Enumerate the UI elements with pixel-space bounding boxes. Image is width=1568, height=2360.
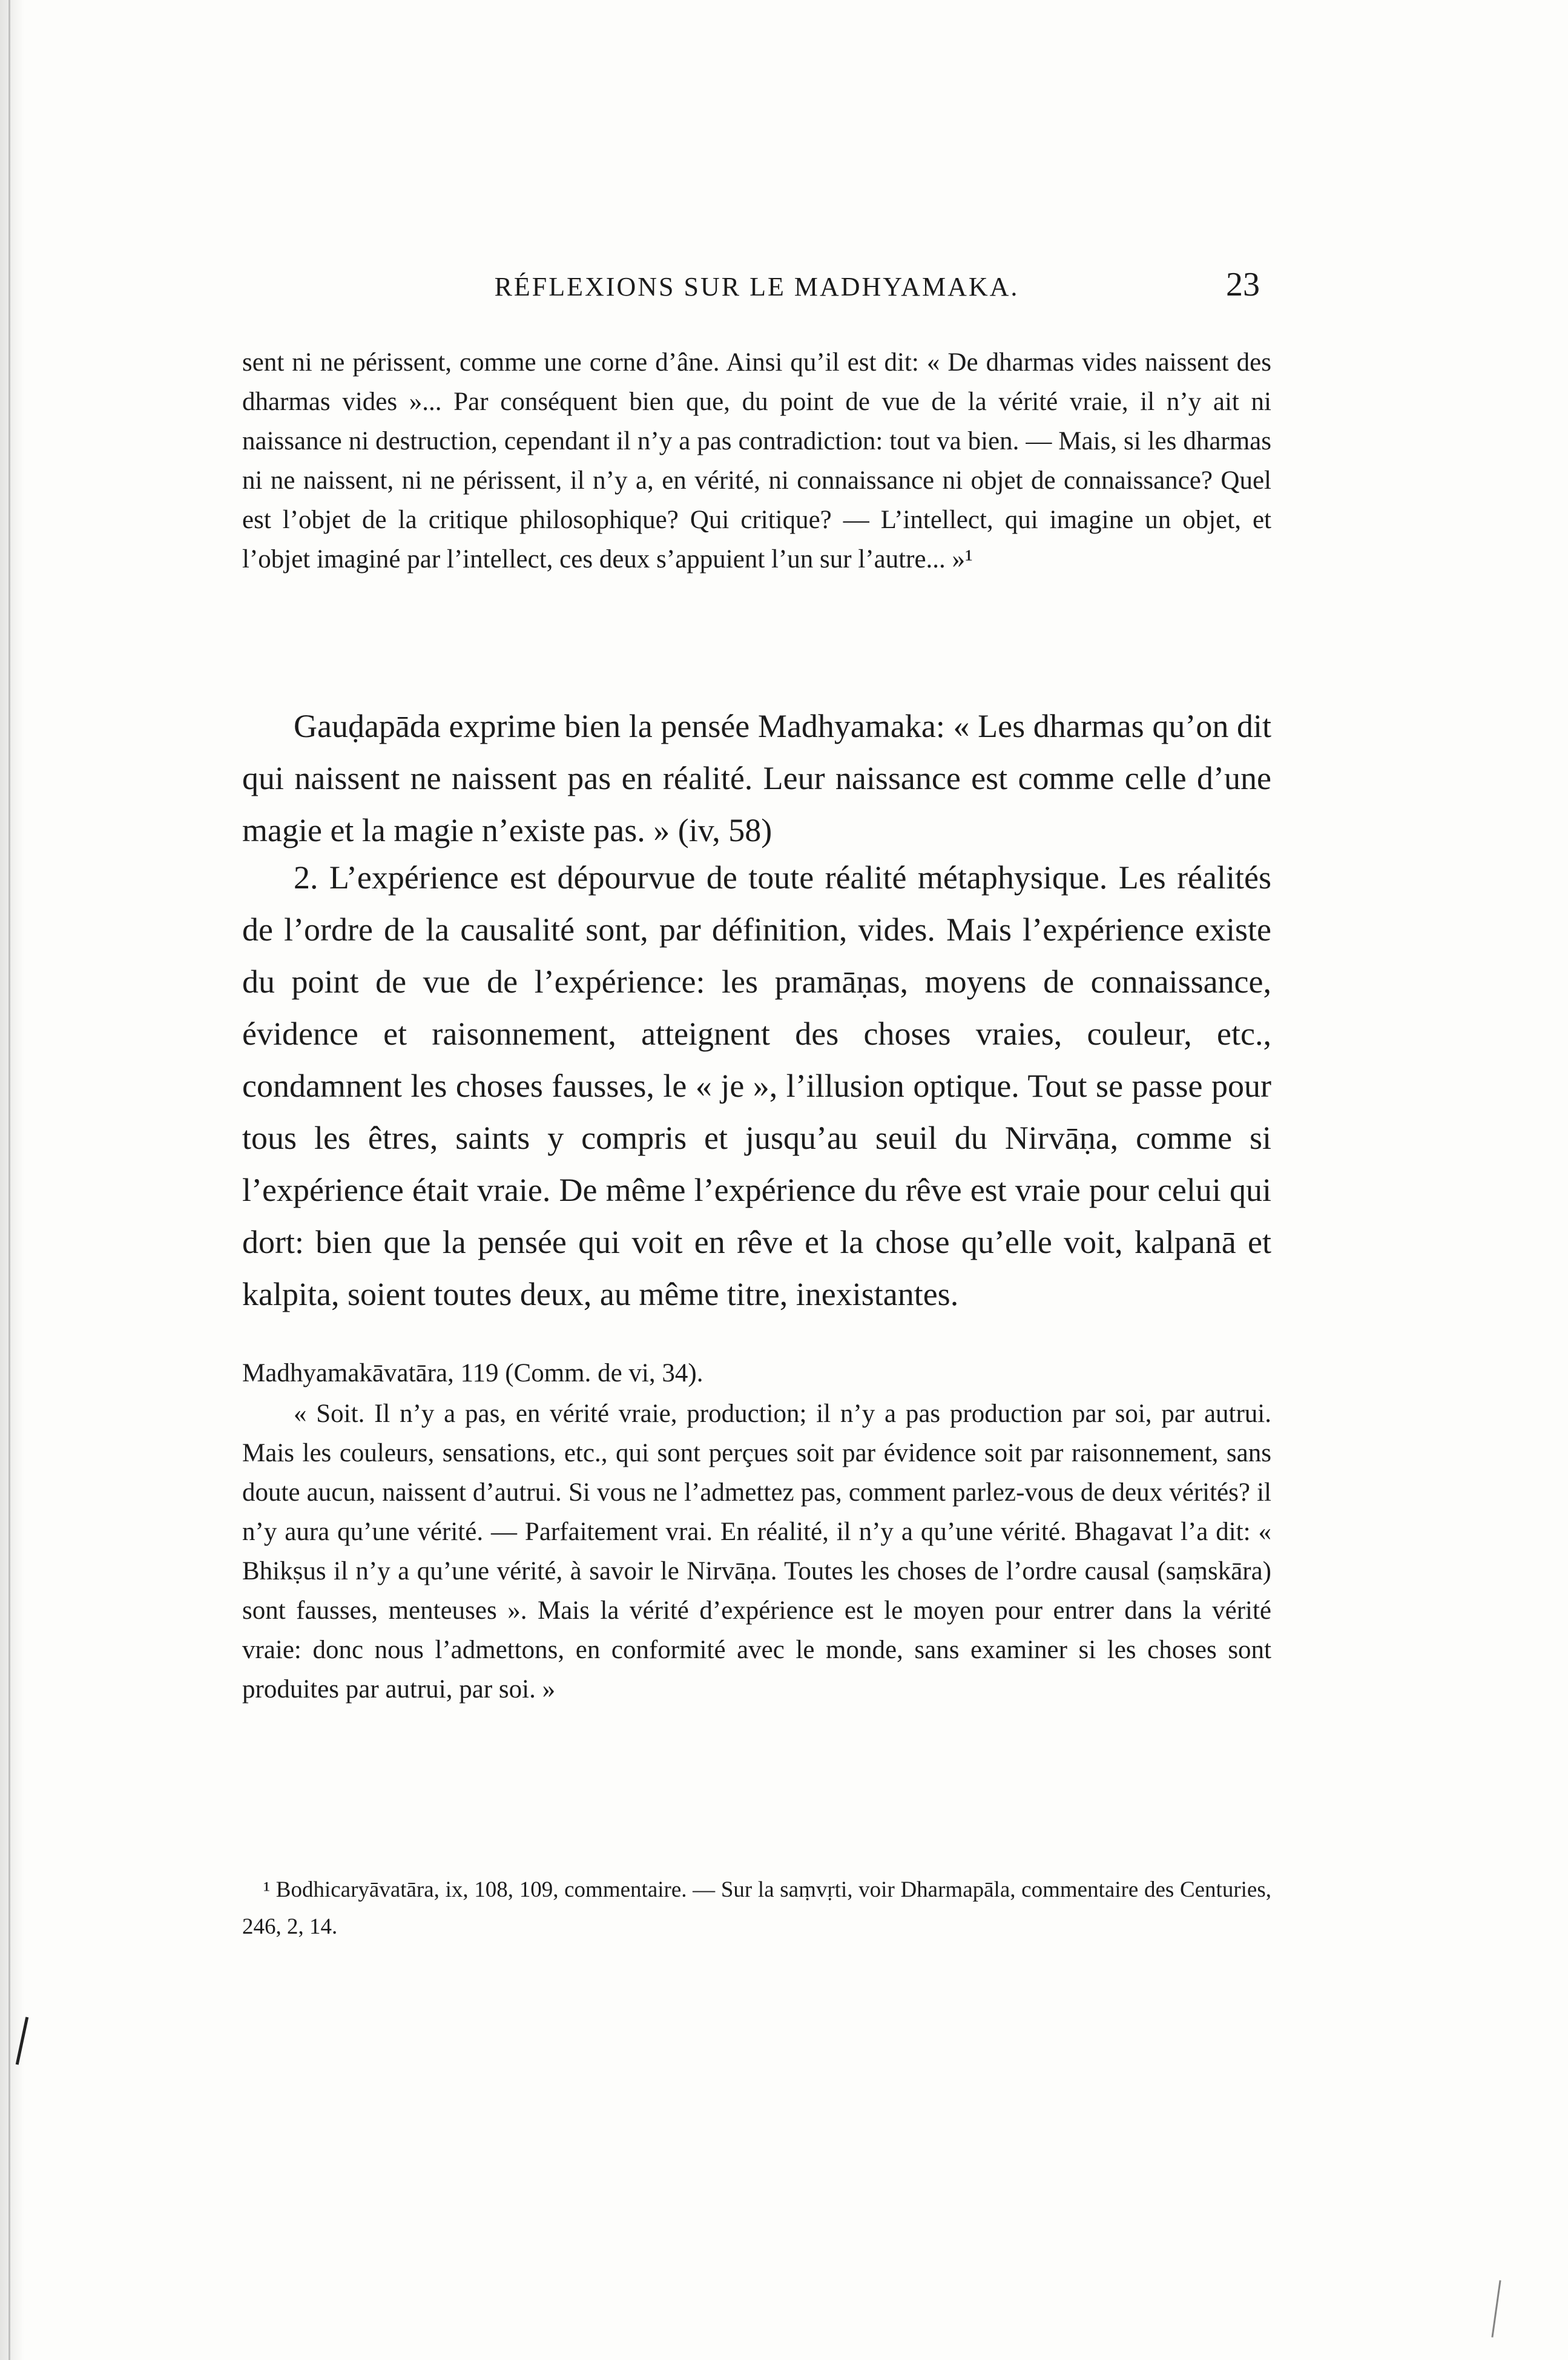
page-number: 23 [1226,266,1260,303]
running-title: RÉFLEXIONS SUR LE MADHYAMAKA. [494,272,1020,302]
quotation-continuation: sent ni ne périssent, comme une corne d’âne. Ainsi qu’il est dit: « De dharmas vides naissent des dharmas vides »... Par conséquent bien que, du point de vue de la vérité vraie, il n’y ait ni naissance ni destruction, cependant il n’y a pas contradiction: tout va bien. — Mais, si les dharmas ni ne naissent, ni ne périssent, il n’y a, en vérité, ni connaissance ni objet de connaissance? Quel est l’objet de la critique philosophique? Qui critique? — L’intellect, qui imagine un objet, et l’objet imaginé par l’intellect, ces deux s’appuient l’un sur l’autre... »¹ [242,348,1271,573]
footnote [242,1871,1271,1945]
binding-shadow [0,0,24,2360]
body-paragraph: 2. L’expérience est dépourvue de toute réalité métaphysique. Les réalités de l’ordre de la causalité sont, par définition, vides. Mais l’expérience existe du point de vue de l’expérience: les pramāṇas, moyens de connaissance, évidence et raisonnement, atteignent des choses vraies, couleur, etc., condamnent les choses fausses, le « je », l’illusion optique. Tout se passe pour tous les êtres, saints y compris et jusqu’au seuil du Nirvāṇa, comme si l’expérience était vraie. De même l’expérience du rêve est vraie pour celui qui dort: bien que la pensée qui voit en rêve et la chose qu’elle voit, kalpanā et kalpita, soient toutes deux, au même titre, inexistantes. [242,859,1271,1312]
scan-mark [1491,2280,1501,2337]
page-edge-line [8,0,10,2360]
citation-heading: Madhyamakāvatāra, 119 (Comm. de vi, 34). [242,1359,703,1387]
footnote-text: Bodhicaryāvatāra, ix, 108, 109, commentaire. — Sur la saṃvṛti, voir Dharmapāla, commentaire des Centuries, 246, 2, 14. [242,1877,1271,1939]
body-paragraph: Gauḍapāda exprime bien la pensée Madhyamaka: « Les dharmas qu’on dit qui naissent ne naissent pas en réalité. Leur naissance est comme celle d’une magie et la magie n’existe pas. » (iv, 58) [242,708,1271,848]
quotation-block: « Soit. Il n’y a pas, en vérité vraie, production; il n’y a pas production par soi, par autrui. Mais les couleurs, sensations, etc., qui sont perçues soit par évidence soit par raisonnement, sans doute aucun, naissent d’autrui. Si vous ne l’admettez pas, comment parlez-vous de deux vérités? il n’y aura qu’une vérité. — Parfaitement vrai. En réalité, il n’y a qu’une vérité. Bhagavat l’a dit: « Bhikṣus il n’y a qu’une vérité, à savoir le Nirvāṇa. Toutes les choses de l’ordre causal (saṃskāra) sont fausses, menteuses ». Mais la vérité d’expérience est le moyen pour entrer dans la vérité vraie: donc nous l’admettons, en conformité avec le monde, sans examiner si les choses sont produites par autrui, par soi. » [242,1400,1271,1704]
footnote-marker: ¹ [263,1877,271,1902]
